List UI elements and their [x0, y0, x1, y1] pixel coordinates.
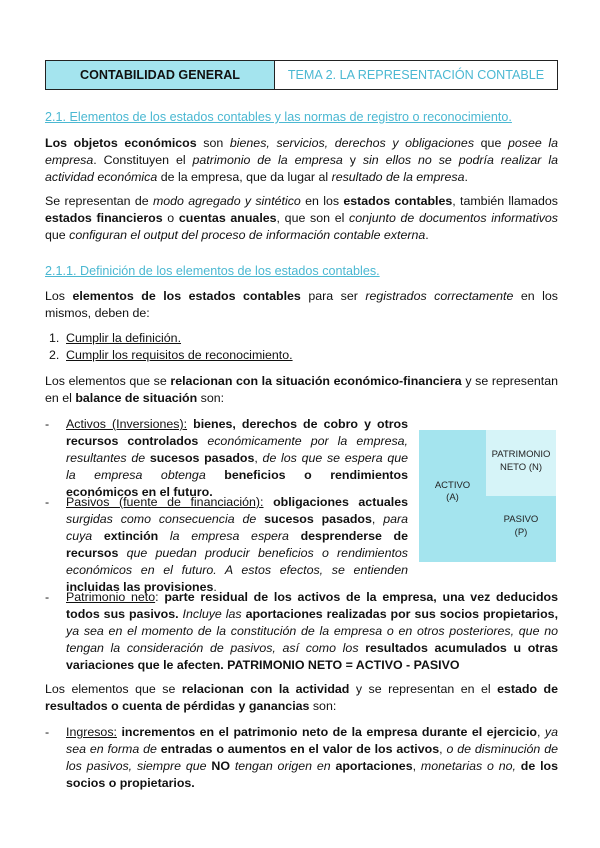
ingresos-definition: Ingresos: incrementos en el patrimonio neto de la empresa durante el ejercicio, ya sea en forma de entradas o aumentos en el valor de los activos, o de disminución de los pasivos, siempre que NO tengan origen en aportaciones, monetarias o no, de los socios o propietarios.	[66, 725, 559, 790]
list-item: Cumplir la definición.	[66, 331, 182, 345]
paragraph-elementos: Los elementos de los estados contables para ser registrados correctamente en los mismos, deben de:	[45, 289, 558, 320]
topic-cell: TEMA 2. LA REPRESENTACIÓN CONTABLE	[287, 67, 545, 82]
subject-cell: CONTABILIDAD GENERAL	[46, 61, 275, 89]
section-heading: 2.1. Elementos de los estados contables y las normas de registro o reconocimiento.	[45, 110, 512, 124]
paragraph-objetos: Los objetos económicos son bienes, servicios, derechos y obligaciones que posee la empresa. Constituyen el patrimonio de la empresa y sin ellos no se podría realizar la actividad económica de la empresa, que da lugar al resultado de la empresa.	[45, 136, 558, 184]
activo-block: ACTIVO (A)	[419, 430, 486, 562]
subsection-heading: 2.1.1. Definición de los elementos de los estados contables.	[45, 264, 380, 278]
list-number: 1.	[49, 331, 60, 345]
paragraph-situacion: Los elementos que se relacionan con la situación económico-financiera y se representan en el balance de situación son:	[45, 374, 558, 405]
pasivos-definition: Pasivos (fuente de financiación): obligaciones actuales surgidas como consecuencia de sucesos pasados, para cuya extinción la empresa espera desprenderse de recursos que puedan producir beneficios o rendimientos económicos en el futuro. A estos efectos, se entienden incluidas las provisiones.	[66, 495, 409, 594]
pasivo-block: PASIVO (P)	[486, 496, 556, 562]
activos-definition: Activos (Inversiones): bienes, derechos de cobro y otros recursos controlados económicamente por la empresa, resultantes de sucesos pasados, de los que se espera que la empresa obtenga beneficios o rendimientos económicos en el futuro.	[66, 417, 409, 499]
list-number: 2.	[49, 348, 60, 362]
paragraph-actividad: Los elementos que se relacionan con la actividad y se representan en el estado de resultados o cuenta de pérdidas y ganancias son:	[45, 682, 558, 713]
patrimonio-definition: Patrimonio neto: parte residual de los activos de la empresa, una vez deducidos todos sus pasivos. Incluye las aportaciones realizadas por sus socios propietarios, ya sea en el momento de la constitución de la empresa o en otros posteriores, que no tengan la consideración de pasivos, así como los resultados acumulados u otras variaciones que le afecten. PATRIMONIO NETO = ACTIVO - PASIVO	[66, 590, 559, 672]
header-table	[45, 60, 558, 90]
patrimonio-formula: PATRIMONIO NETO = ACTIVO - PASIVO	[227, 658, 460, 672]
paragraph-representan: Se representan de modo agregado y sintético en los estados contables, también llamados estados financieros o cuentas anuales, que son el conjunto de documentos informativos que configuran el output del proceso de información contable externa.	[45, 194, 558, 242]
list-item: Cumplir los requisitos de reconocimiento.	[66, 348, 293, 362]
balance-diagram	[419, 430, 556, 562]
patrimonio-neto-block: PATRIMONIO NETO (N)	[486, 430, 556, 496]
